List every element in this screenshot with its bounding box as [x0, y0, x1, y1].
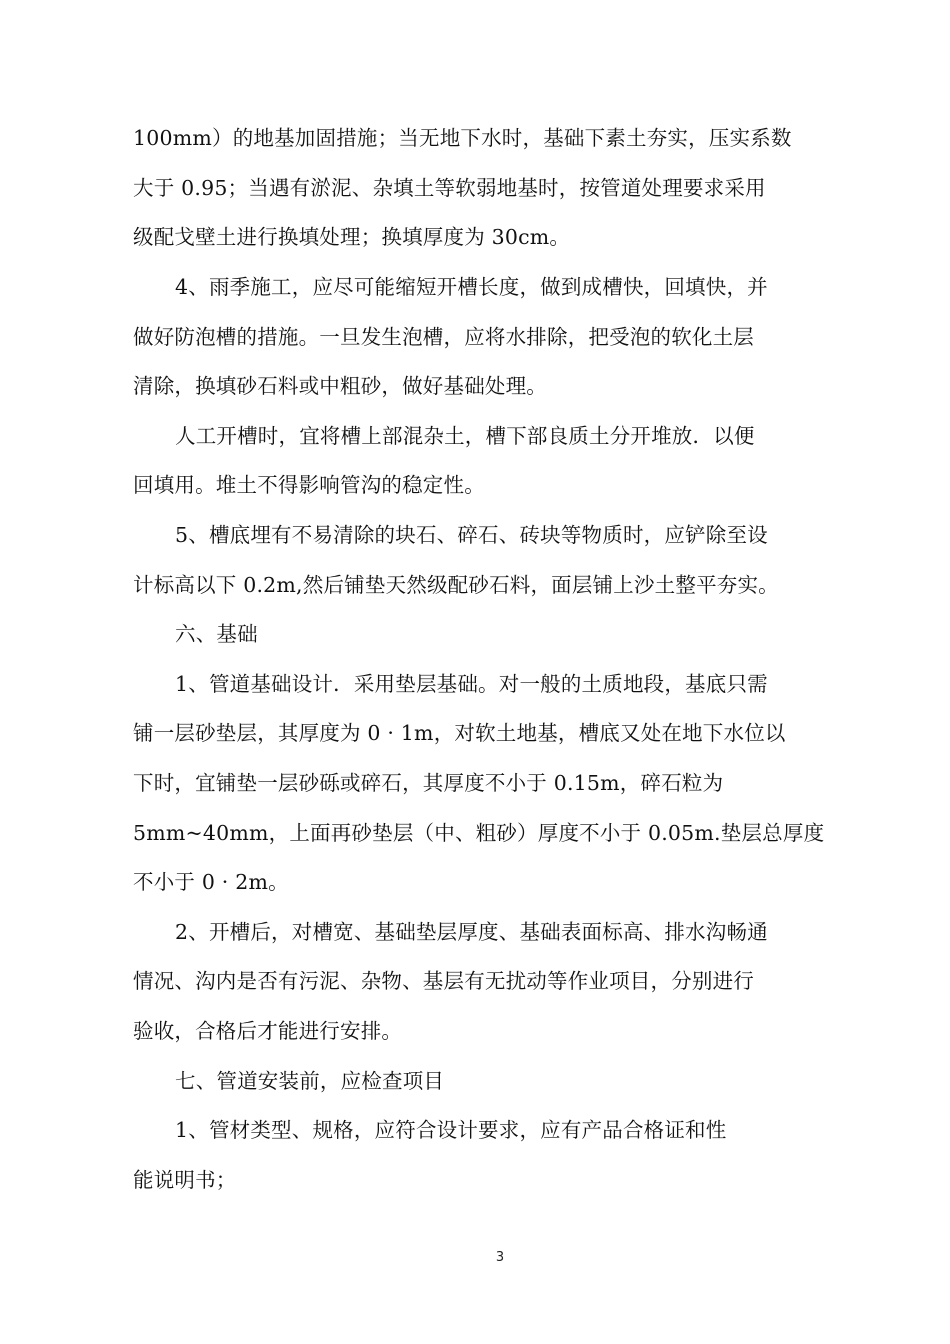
page-number: 3	[495, 1250, 505, 1265]
text-line: 5mm~40mm，上面再砂垫层（中、粗砂）厚度不小于 0.05m.垫层总厚度	[133, 821, 825, 845]
text-line: 1、管材类型、规格，应符合设计要求，应有产品合格证和性	[175, 1118, 727, 1142]
section-heading: 七、管道安装前，应检查项目	[175, 1069, 445, 1093]
text-line: 2、开槽后，对槽宽、基础垫层厚度、基础表面标高、排水沟畅通	[175, 920, 768, 944]
text-line: 清除，换填砂石料或中粗砂，做好基础处理。	[133, 374, 547, 398]
text-line: 大于 0.95；当遇有淤泥、杂填土等软弱地基时，按管道处理要求采用	[133, 176, 766, 200]
text-line: 100mm）的地基加固措施；当无地下水时，基础下素土夯实，压实系数	[133, 126, 792, 150]
text-line: 1、管道基础设计．采用垫层基础。对一般的土质地段，基底只需	[175, 672, 768, 696]
text-line: 不小于 0 · 2m。	[133, 870, 289, 894]
text-line: 4、雨季施工，应尽可能缩短开槽长度，做到成槽快，回填快，并	[175, 275, 768, 299]
section-heading: 六、基础	[175, 622, 258, 646]
text-line: 5、槽底埋有不易清除的块石、碎石、砖块等物质时，应铲除至设	[175, 523, 768, 547]
text-line: 人工开槽时，宜将槽上部混杂土，槽下部良质土分开堆放．以便	[175, 424, 755, 448]
text-line: 下时，宜铺垫一层砂砾或碎石，其厚度不小于 0.15m，碎石粒为	[133, 771, 724, 795]
text-line: 铺一层砂垫层，其厚度为 0 · 1m，对软土地基，槽底又处在地下水位以	[133, 721, 786, 745]
text-line: 验收，合格后才能进行安排。	[133, 1019, 403, 1043]
text-line: 能说明书；	[133, 1168, 237, 1192]
text-line: 级配戈壁土进行换填处理；换填厚度为 30cm。	[133, 225, 571, 249]
text-line: 计标高以下 0.2m,然后铺垫天然级配砂石料，面层铺上沙土整平夯实。	[133, 573, 779, 597]
text-line: 情况、沟内是否有污泥、杂物、基层有无扰动等作业项目，分别进行	[133, 969, 754, 993]
text-line: 回填用。堆土不得影响管沟的稳定性。	[133, 473, 485, 497]
text-line: 做好防泡槽的措施。一旦发生泡槽，应将水排除，把受泡的软化土层	[133, 325, 754, 349]
